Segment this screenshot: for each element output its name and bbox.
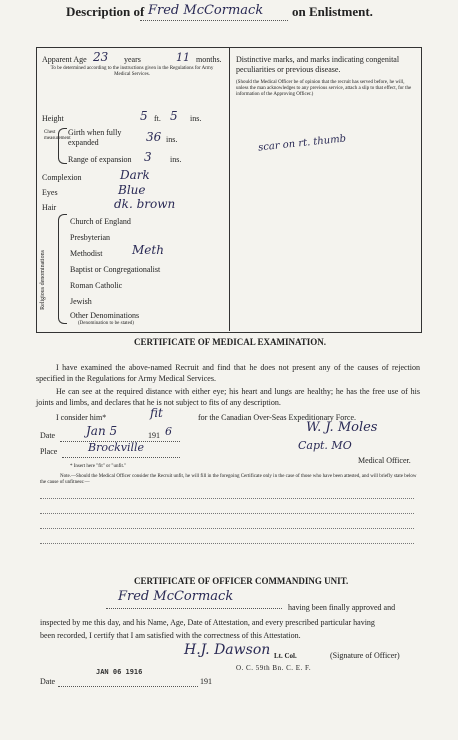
medical-heading: CERTIFICATE OF MEDICAL EXAMINATION.: [134, 337, 327, 347]
expansion-value: 3: [144, 150, 152, 164]
name-underline: [140, 20, 288, 21]
height-label: Height: [42, 114, 64, 123]
commanding-signature: H.J. Dawson: [184, 642, 271, 658]
ft-label: ft.: [154, 114, 161, 123]
medical-officer-signature: W. J. Moles: [306, 420, 378, 435]
girth-label: Girth when fully expanded: [68, 128, 122, 147]
recruit-name: Fred McCormack: [148, 3, 264, 18]
commanding-name-value: Fred McCormack: [118, 589, 234, 604]
years-label: years: [124, 55, 141, 64]
medical-place-label: Place: [40, 447, 58, 456]
religion-jewish: Jewish: [70, 297, 92, 306]
religion-roman-catholic: Roman Catholic: [70, 281, 123, 290]
eyes-label: Eyes: [42, 188, 58, 197]
medical-place-line: [62, 457, 180, 458]
commanding-date-line: [58, 686, 198, 687]
ins-label: ins.: [190, 114, 202, 123]
religion-baptist: Baptist or Congregationalist: [70, 265, 161, 274]
commanding-year-prefix: 191: [200, 677, 212, 686]
title-prefix: Description of: [66, 4, 145, 19]
expansion-label: Range of expansion: [68, 155, 132, 164]
months-label: months.: [196, 55, 222, 64]
medical-year-prefix: 191: [148, 431, 160, 440]
unfitness-line-3: [40, 528, 414, 529]
age-years-value: 23: [93, 50, 109, 64]
height-ft-value: 5: [140, 109, 148, 123]
hair-label: Hair: [42, 203, 57, 212]
commanding-heading: CERTIFICATE OF OFFICER COMMANDING UNIT.: [134, 576, 349, 586]
consider-prefix: I consider him*: [56, 413, 107, 422]
commanding-text1: having been finally approved and: [288, 603, 396, 612]
age-label: Apparent Age: [42, 55, 87, 64]
religion-methodist: Methodist: [70, 249, 103, 258]
medical-year-value: 6: [165, 425, 172, 438]
commanding-text2: inspected by me this day, and his Name, Age, Date of Attestation, and every prescribed particular having: [40, 618, 375, 627]
religion-other: Other Denominations: [70, 311, 140, 320]
marks-value: scar on rt. thumb: [257, 133, 347, 154]
unfitness-line-1: [40, 498, 414, 499]
medical-date-label: Date: [40, 431, 56, 440]
unfitness-line-4: [40, 543, 414, 544]
insert-note: * Insert here "fit" or "unfit.": [70, 464, 127, 469]
title-suffix: on Enlistment.: [292, 4, 373, 19]
medical-officer-label: Medical Officer.: [358, 456, 411, 465]
methodist-value: Meth: [132, 243, 164, 257]
commanding-rank: Lt. Col.: [274, 652, 297, 660]
commanding-unit: O. C. 59th Bn. C. E. F.: [236, 664, 312, 672]
commanding-date-label: Date: [40, 677, 56, 686]
commanding-text3: been recorded, I certify that I am satisfied with the correctness of this Attestation.: [40, 631, 301, 640]
commanding-date-stamp: JAN 06 1916: [96, 668, 143, 676]
commanding-name-line: [106, 608, 282, 609]
girth-unit: ins.: [166, 135, 178, 144]
medical-place-value: Brockville: [88, 441, 145, 454]
marks-label: Distinctive marks, and marks indicating congenital peculiarities or previous disease.: [236, 55, 400, 74]
religion-other-note: (Denomination to be stated): [78, 321, 134, 326]
medical-note: Note.—Should the Medical Officer consider the Recruit unfit, he will fill in the foregoing Certificate only in the case of those who have been attested, and will briefly state below the cause of unfitness:—: [40, 474, 417, 485]
chest-brace: [58, 128, 67, 164]
column-divider: [229, 47, 230, 331]
religion-side-label: Religious denominations: [40, 250, 46, 310]
religion-church-of-england: Church of England: [70, 217, 131, 226]
complexion-label: Complexion: [42, 173, 82, 182]
hair-value: dk. brown: [114, 197, 176, 211]
age-note: To be determined according to the instructions given in the Regulations for Army Medical Services.: [50, 66, 214, 77]
girth-value: 36: [146, 130, 162, 144]
religion-brace: [58, 214, 67, 324]
medical-date-value: Jan 5: [86, 424, 118, 438]
eyes-value: Blue: [118, 183, 146, 197]
complexion-value: Dark: [120, 168, 150, 182]
medical-para2: He can see at the required distance with either eye; his heart and lungs are healthy; he has the free use of his joints and limbs, and declares that he is not subject to fits of any description.: [36, 387, 420, 407]
age-months-value: 11: [176, 51, 190, 64]
marks-note: (Should the Medical Officer be of opinion that the recruit has served before, he will, unless the man acknowledges to any previous service, attach a slip to that effect, for the information of the Approving Officer.): [236, 80, 412, 97]
chest-label: Chest measurement: [44, 130, 71, 141]
commanding-sig-label: (Signature of Officer): [330, 651, 400, 660]
medical-officer-signature2: Capt. MO: [298, 439, 352, 452]
height-ins-value: 5: [170, 109, 178, 123]
consider-value: fit: [150, 406, 163, 420]
medical-para1: I have examined the above-named Recruit and find that he does not present any of the causes of rejection specified in the Regulations for Army Medical Services.: [36, 363, 420, 383]
religion-presbyterian: Presbyterian: [70, 233, 110, 242]
unfitness-line-2: [40, 513, 414, 514]
consider-suffix: for the Canadian Over-Seas Expeditionary Force.: [198, 413, 357, 422]
expansion-unit: ins.: [170, 155, 182, 164]
